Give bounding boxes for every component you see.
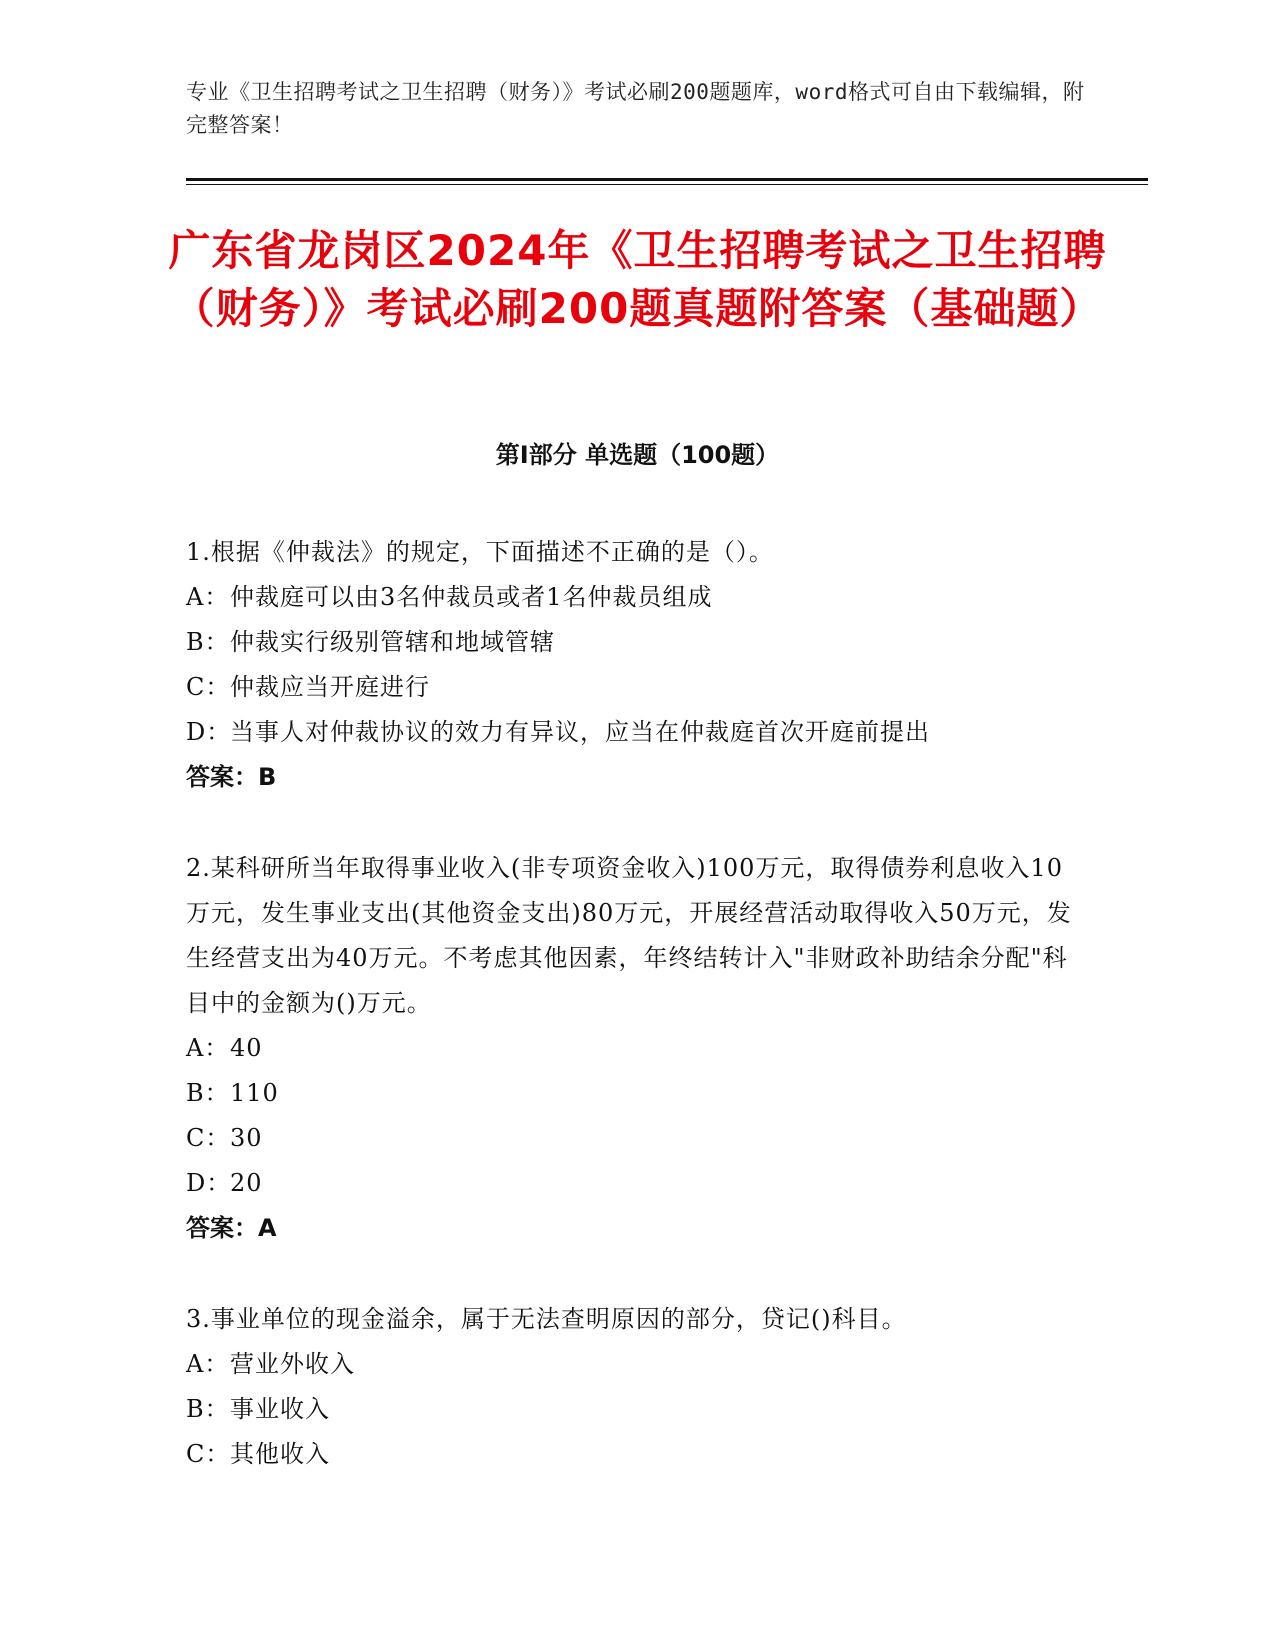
option-text: 110 xyxy=(230,1079,279,1107)
question-1 xyxy=(186,530,1086,800)
option-text: 仲裁实行级别管辖和地域管辖 xyxy=(230,628,555,656)
option-a xyxy=(186,1342,1086,1387)
option-a xyxy=(186,1026,1086,1071)
header-note: 专业《卫生招聘考试之卫生招聘（财务）》考试必刷200题题库，word格式可自由下载编辑，附完整答案！ xyxy=(186,80,1085,137)
option-key: C： xyxy=(186,1124,231,1152)
option-d xyxy=(186,710,1086,755)
option-key: B： xyxy=(186,628,230,656)
question-stem: 2.某科研所当年取得事业收入(非专项资金收入)100万元，取得债券利息收入10万元，发生事业支出(其他资金支出)80万元，开展经营活动取得收入50万元，发生经营支出为40万元。不考虑其他因素，年终结转计入"非财政补助结余分配"科目中的金额为()万元。 xyxy=(186,854,1072,1017)
option-b xyxy=(186,620,1086,665)
option-c xyxy=(186,665,1086,710)
option-text: 20 xyxy=(230,1169,263,1197)
document-title: 广东省龙岗区2024年《卫生招聘考试之卫生招聘（财务）》考试必刷200题真题附答案（基础题） xyxy=(168,226,1107,333)
option-text: 仲裁庭可以由3名仲裁员或者1名仲裁员组成 xyxy=(230,583,713,611)
option-a xyxy=(186,575,1086,620)
option-text: 40 xyxy=(230,1034,263,1062)
question-list xyxy=(186,530,1086,1523)
header-rule-thick xyxy=(186,178,1148,181)
answer: 答案：A xyxy=(186,1214,277,1242)
question-3 xyxy=(186,1297,1086,1477)
option-key: D： xyxy=(186,1169,232,1197)
option-text: 其他收入 xyxy=(230,1440,330,1468)
option-key: C： xyxy=(186,673,231,701)
option-b xyxy=(186,1387,1086,1432)
option-text: 30 xyxy=(230,1124,263,1152)
option-d xyxy=(186,1161,1086,1206)
option-key: A： xyxy=(186,1034,230,1062)
option-text: 仲裁应当开庭进行 xyxy=(230,673,430,701)
question-stem: 1.根据《仲裁法》的规定，下面描述不正确的是（）。 xyxy=(186,538,774,566)
header-rule-thin xyxy=(186,184,1148,185)
option-key: A： xyxy=(186,1350,230,1378)
option-key: D： xyxy=(186,718,232,746)
option-text: 事业收入 xyxy=(230,1395,330,1423)
question-2 xyxy=(186,846,1086,1251)
option-key: B： xyxy=(186,1079,230,1107)
option-key: B： xyxy=(186,1395,230,1423)
option-c xyxy=(186,1116,1086,1161)
option-text: 营业外收入 xyxy=(230,1350,355,1378)
section-title: 第I部分 单选题（100题） xyxy=(495,441,780,469)
option-text: 当事人对仲裁协议的效力有异议，应当在仲裁庭首次开庭前提出 xyxy=(230,718,930,746)
option-key: A： xyxy=(186,583,230,611)
option-key: C： xyxy=(186,1440,231,1468)
option-c xyxy=(186,1432,1086,1477)
option-b xyxy=(186,1071,1086,1116)
answer: 答案：B xyxy=(186,763,277,791)
question-stem: 3.事业单位的现金溢余，属于无法查明原因的部分，贷记()科目。 xyxy=(186,1305,907,1333)
